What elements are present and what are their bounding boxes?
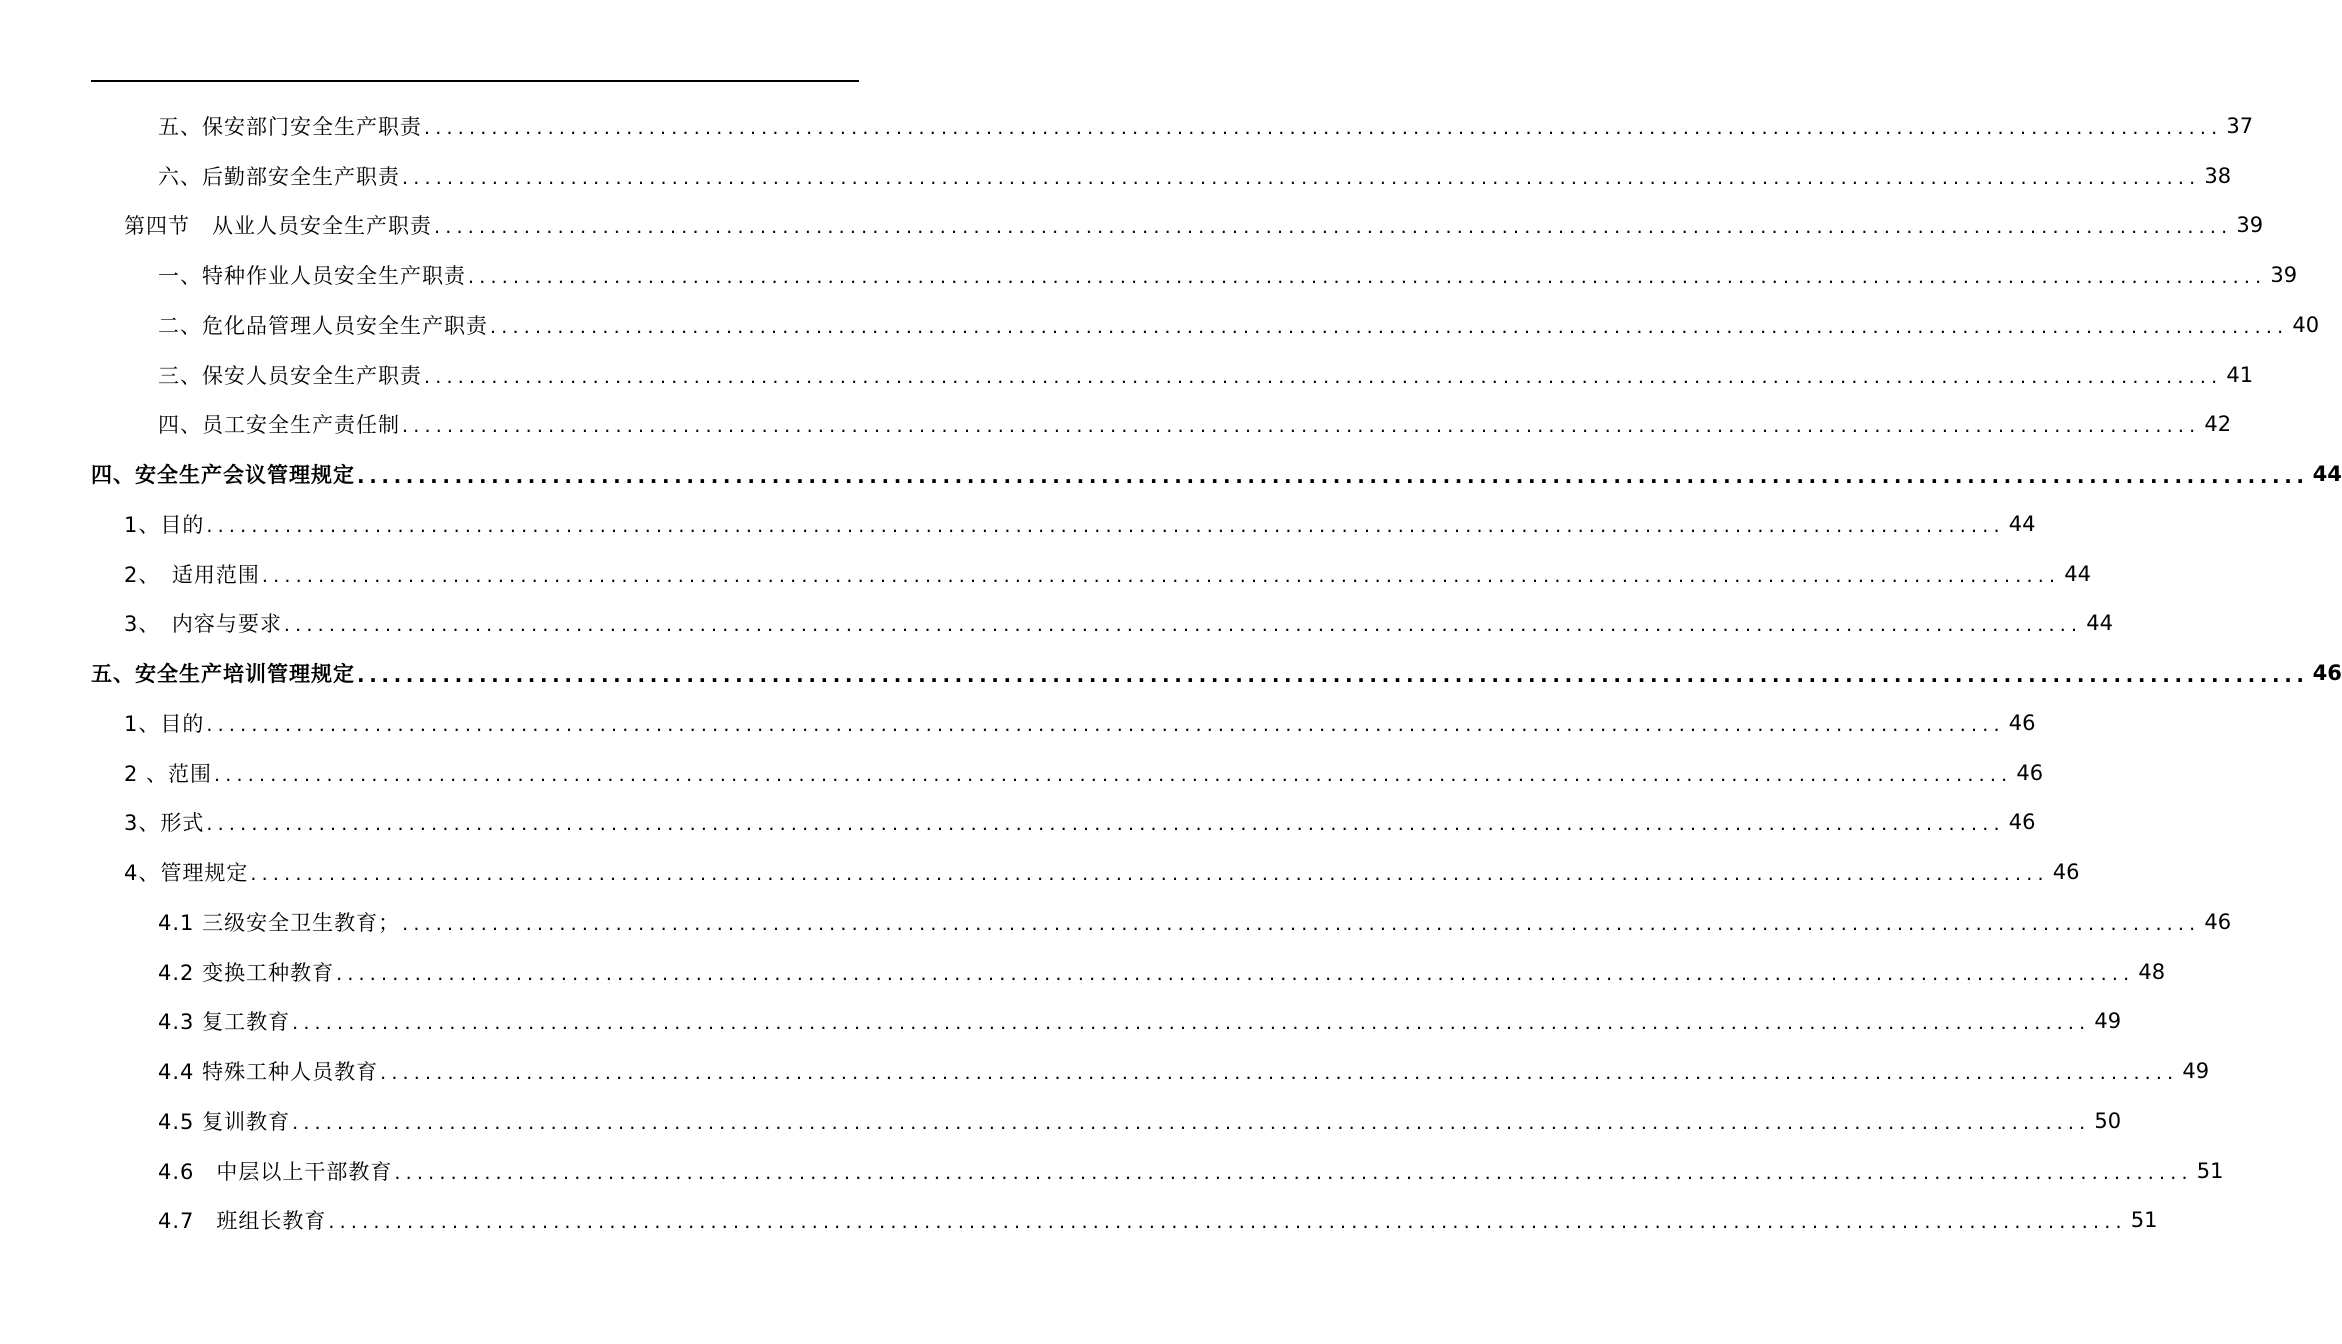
dot-leader: ................................................................................................................................................................: [434, 216, 2233, 239]
toc-entry-page-number: 44: [2064, 561, 2091, 586]
dot-leader: ................................................................................................................................................................: [328, 1211, 2127, 1234]
toc-entry[interactable]: [0, 997, 2122, 1047]
toc-entry[interactable]: [0, 400, 2232, 450]
toc-entry[interactable]: [0, 648, 2342, 698]
dot-leader: ................................................................................................................................................................: [283, 614, 2083, 637]
toc-entry-page-number: 50: [2094, 1108, 2122, 1133]
toc-entry[interactable]: [0, 1096, 2122, 1146]
dot-leader: ................................................................................................................................................................: [214, 763, 2013, 786]
toc-entry[interactable]: [0, 350, 2254, 400]
toc-entry-page-number: 48: [2138, 959, 2166, 984]
toc-entry-page-number: 49: [2094, 1009, 2122, 1034]
toc-entry[interactable]: [0, 897, 2232, 947]
toc-entry[interactable]: [0, 748, 2044, 798]
toc-entry-title: 4.4 特殊工种人员教育: [158, 1060, 379, 1085]
dot-leader: ................................................................................................................................................................: [292, 1111, 2091, 1134]
toc-entry-title: 第四节 从业人员安全生产职责: [124, 214, 432, 239]
table-of-contents: [0, 101, 2342, 1245]
toc-entry-page-number: 44: [2008, 511, 2036, 536]
toc-entry-title: 1、目的: [124, 711, 205, 736]
toc-entry-title: 4.1 三级安全卫生教育；: [158, 910, 401, 935]
toc-entry-page-number: 49: [2182, 1059, 2210, 1084]
toc-entry-page-number: 44: [2312, 462, 2342, 487]
toc-entry[interactable]: [0, 151, 2232, 201]
toc-entry-title: 五、保安部门安全生产职责: [158, 114, 422, 139]
toc-entry-page-number: 41: [2226, 362, 2254, 387]
toc-entry-title: 三、保安人员安全生产职责: [158, 363, 422, 388]
toc-entry[interactable]: [0, 201, 2264, 251]
dot-leader: ................................................................................................................................................................: [336, 962, 2135, 985]
toc-entry-title: 4、管理规定: [124, 861, 249, 886]
toc-entry-page-number: 46: [2052, 860, 2080, 885]
toc-entry[interactable]: [0, 250, 2298, 300]
dot-leader: ................................................................................................................................................................: [292, 1012, 2091, 1035]
dot-leader: ................................................................................................................................................................: [402, 912, 2201, 935]
toc-entry-page-number: 46: [2008, 710, 2036, 735]
dot-leader: ................................................................................................................................................................: [261, 564, 2061, 587]
toc-entry-title: 2 、范围: [124, 761, 213, 786]
toc-entry[interactable]: [0, 1046, 2210, 1096]
toc-entry-title: 4.3 复工教育: [158, 1010, 291, 1035]
toc-entry[interactable]: [0, 499, 2036, 549]
toc-entry[interactable]: [0, 798, 2036, 848]
toc-entry[interactable]: [0, 847, 2080, 897]
toc-entry-page-number: 51: [2196, 1158, 2224, 1183]
toc-entry-title: 4.7 班组长教育: [158, 1209, 327, 1234]
toc-entry[interactable]: [0, 947, 2166, 997]
toc-entry-page-number: 46: [2312, 661, 2342, 686]
dot-leader: ................................................................................................................................................................: [206, 813, 2005, 836]
dot-leader: ................................................................................................................................................................: [250, 863, 2049, 886]
dot-leader: ................................................................................................................................................................: [380, 1062, 2179, 1085]
toc-entry[interactable]: [0, 101, 2254, 151]
toc-entry-page-number: 39: [2236, 213, 2264, 238]
dot-leader: ................................................................................................................................................................: [424, 116, 2223, 139]
dot-leader: ................................................................................................................................................................: [206, 514, 2005, 537]
toc-entry-page-number: 39: [2270, 263, 2298, 288]
header-rule: [91, 80, 859, 82]
toc-entry[interactable]: [0, 449, 2342, 499]
toc-entry-title: 四、员工安全生产责任制: [158, 413, 400, 438]
toc-entry-title: 3、形式: [124, 811, 205, 836]
toc-entry-page-number: 46: [2204, 909, 2232, 934]
toc-entry-title: 六、后勤部安全生产职责: [158, 164, 400, 189]
toc-entry[interactable]: [0, 698, 2036, 748]
toc-entry-title: 二、危化品管理人员安全生产职责: [158, 313, 488, 338]
dot-leader: ................................................................................................................................................................: [468, 266, 2267, 289]
dot-leader: ................................................................................................................................................................: [424, 365, 2223, 388]
toc-entry-title: 4.6 中层以上干部教育: [158, 1159, 393, 1184]
toc-entry-title: 2、 适用范围: [124, 562, 260, 587]
toc-entry-page-number: 46: [2016, 760, 2044, 785]
dot-leader: ................................................................................................................................................................: [206, 713, 2005, 736]
toc-entry-title: 一、特种作业人员安全生产职责: [158, 264, 466, 289]
toc-entry-page-number: 42: [2204, 412, 2232, 437]
toc-entry-title: 3、 内容与要求: [124, 612, 282, 637]
dot-leader: ................................................................................................................................................................: [402, 166, 2201, 189]
dot-leader: ................................................................................................................................................................: [402, 415, 2201, 438]
dot-leader: ................................................................................................................................................................: [357, 464, 2309, 489]
toc-entry-title: 4.2 变换工种教育: [158, 960, 335, 985]
toc-entry-title: 五、安全生产培训管理规定: [91, 662, 355, 687]
toc-entry-page-number: 51: [2130, 1208, 2158, 1233]
dot-leader: ................................................................................................................................................................: [394, 1161, 2193, 1184]
toc-entry-title: 4.5 复训教育: [158, 1109, 291, 1134]
toc-entry[interactable]: [0, 1146, 2224, 1196]
toc-entry-page-number: 46: [2008, 810, 2036, 835]
toc-entry-title: 1、目的: [124, 512, 205, 537]
toc-entry-title: 四、安全生产会议管理规定: [91, 463, 355, 488]
toc-entry[interactable]: [0, 300, 2320, 350]
toc-entry[interactable]: [0, 549, 2091, 599]
toc-entry-page-number: 37: [2226, 113, 2254, 138]
toc-entry-page-number: 44: [2086, 611, 2113, 636]
dot-leader: ................................................................................................................................................................: [490, 315, 2289, 338]
dot-leader: ................................................................................................................................................................: [357, 663, 2309, 688]
toc-entry[interactable]: [0, 599, 2113, 649]
toc-entry-page-number: 40: [2292, 312, 2320, 337]
toc-entry-page-number: 38: [2204, 163, 2232, 188]
toc-entry[interactable]: [0, 1196, 2158, 1246]
